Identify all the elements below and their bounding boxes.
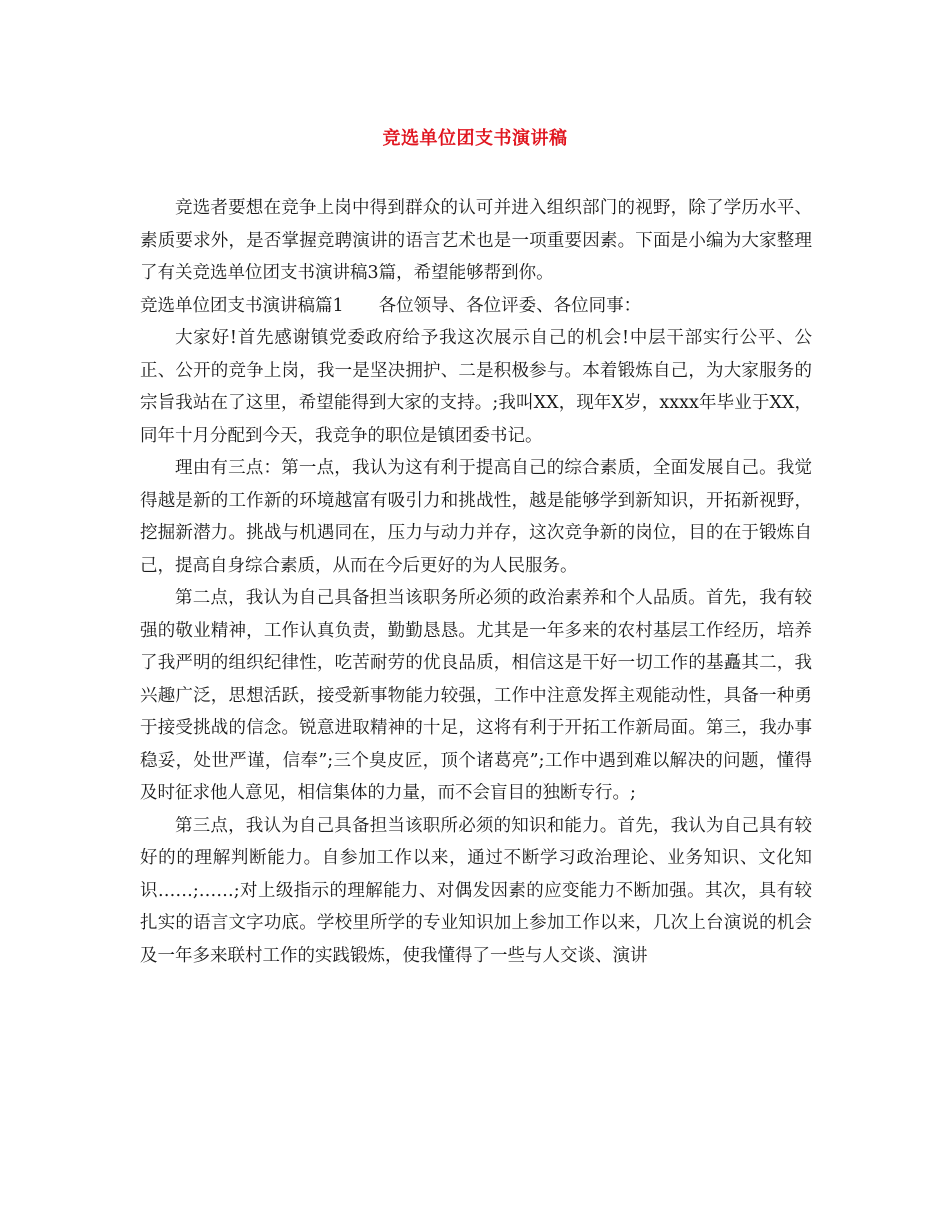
document-body <box>140 192 812 972</box>
intro-paragraph: 竞选者要想在竞争上岗中得到群众的认可并进入组织部门的视野，除了学历水平、素质要求外，是否掌握竞聘演讲的语言艺术也是一项重要因素。下面是小编为大家整理了有关竞选单位团支书演讲稿3篇，希望能够帮到你。 <box>140 198 812 283</box>
reason-two-paragraph: 第二点，我认为自己具备担当该职务所必须的政治素养和个人品质。首先，我有较强的敬业精神，工作认真负责，勤勤恳恳。尤其是一年多来的农村基层工作经历，培养了我严明的组织纪律性，吃苦耐劳的优良品质，相信这是干好一切工作的基矗其二，我兴趣广泛，思想活跃，接受新事物能力较强，工作中注意发挥主观能动性，具备一种勇于接受挑战的信念。锐意进取精神的十足，这将有利于开拓工作新局面。第三，我办事稳妥，处世严谨，信奉”;三个臭皮匠，顶个诸葛亮”;工作中遇到难以解决的问题，懂得及时征求他人意见，相信集体的力量，而不会盲目的独断专行。; <box>140 588 812 803</box>
reason-three-paragraph: 第三点，我认为自己具备担当该职所必须的知识和能力。首先，我认为自己具有较好的的理解判断能力。自参加工作以来，通过不断学习政治理论、业务知识、文化知识……;……;对上级指示的理解能力、对偶发因素的应变能力不断加强。其次，具有较扎实的语言文字功底。学校里所学的专业知识加上参加工作以来，几次上台演说的机会及一年多来联村工作的实践锻炼，使我懂得了一些与人交谈、演讲 <box>140 815 812 966</box>
greeting-paragraph: 大家好!首先感谢镇党委政府给予我这次展示自己的机会!中层干部实行公平、公正、公开的竞争上岗，我一是坚决拥护、二是积极参与。本着锻炼自己，为大家服务的宗旨我站在了这里，希望能得到大家的支持。;我叫XX，现年X岁，xxxx年毕业于XX，同年十月分配到今天，我竞争的职位是镇团委书记。 <box>140 328 812 446</box>
document-title: 竞选单位团支书演讲稿 <box>382 128 568 149</box>
reason-one-paragraph: 理由有三点：第一点，我认为这有利于提高自己的综合素质，全面发展自己。我觉得越是新的工作新的环境越富有吸引力和挑战性，越是能够学到新知识，开拓新视野，挖掘新潜力。挑战与机遇同在，压力与动力并存，这次竞争新的岗位，目的在于锻炼自己，提高自身综合素质，从而在今后更好的为人民服务。 <box>140 458 812 576</box>
section-heading-paragraph: 竞选单位团支书演讲稿篇1 各位领导、各位评委、各位同事： <box>140 295 642 316</box>
